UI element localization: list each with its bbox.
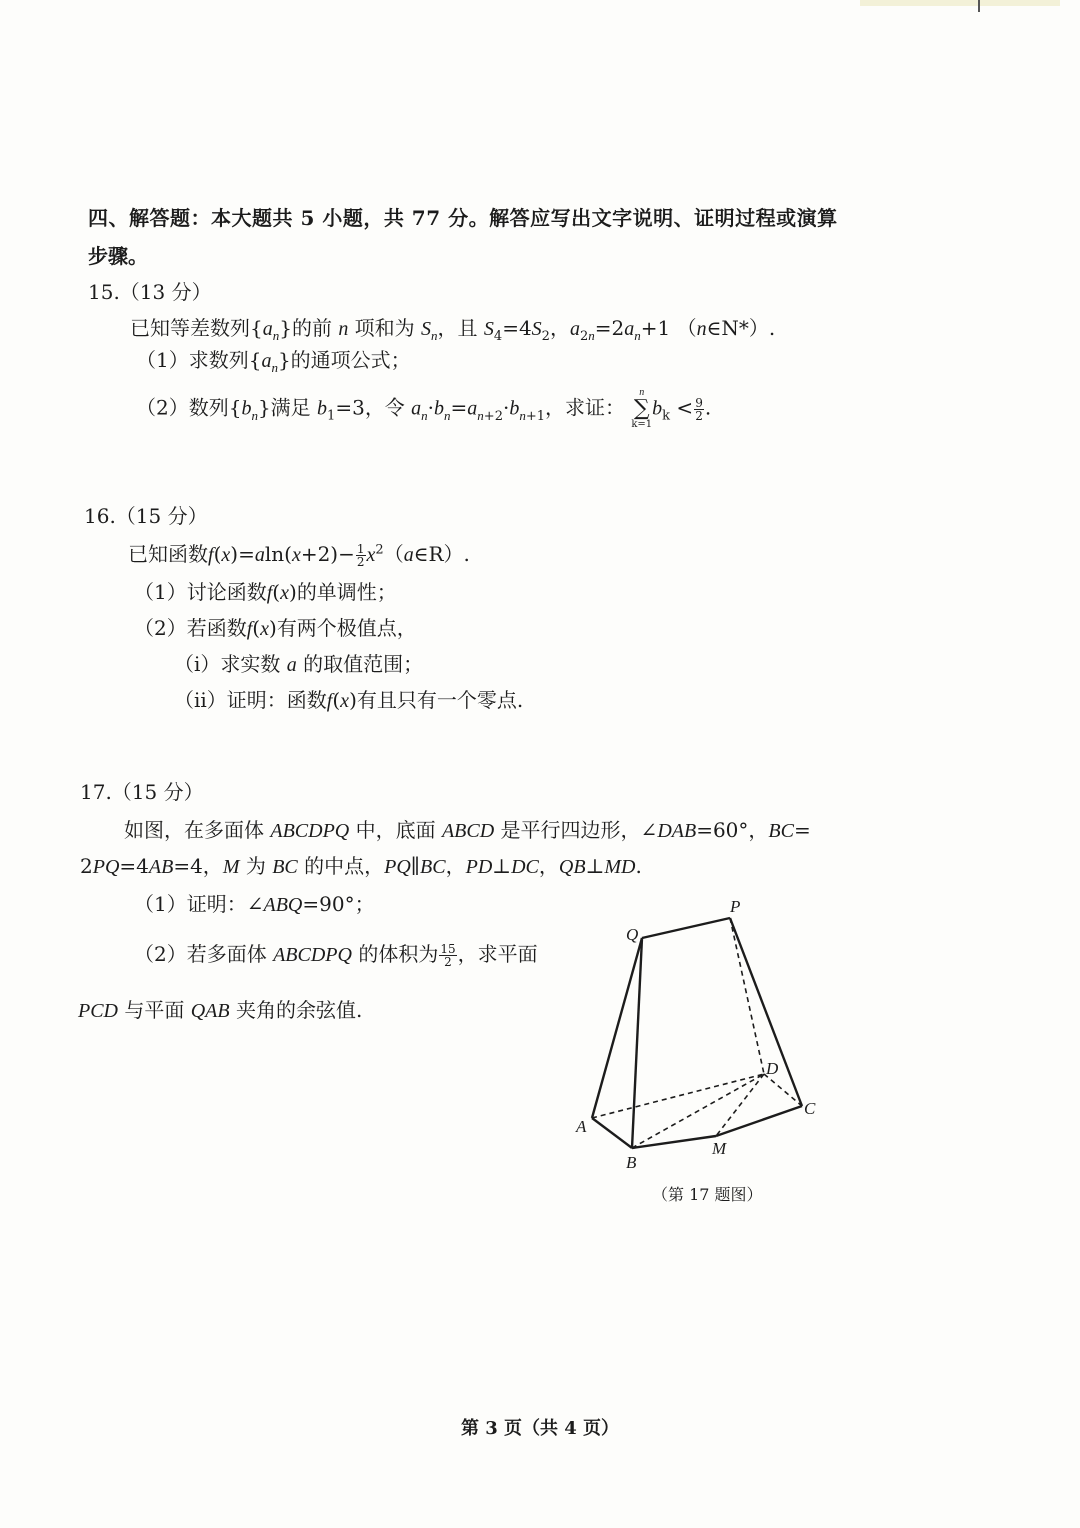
label-D: D xyxy=(766,1059,779,1078)
top-edge-strip xyxy=(860,0,1060,6)
q16-part1: （1）讨论函数f(x)的单调性； xyxy=(134,580,397,604)
edge-AD-hidden xyxy=(592,1074,764,1118)
edge-BD-hidden xyxy=(632,1074,764,1148)
q17-part1: （1）证明：∠ABQ=90°； xyxy=(134,892,375,916)
label-M: M xyxy=(712,1139,727,1158)
q16-header: 16.（15 分） xyxy=(84,504,208,528)
q17-stem-line1: 如图，在多面体 ABCDPQ 中，底面 ABCD 是平行四边形，∠DAB=60°，BC= xyxy=(124,818,811,842)
q15-part2: （2）数列$\{b_n\}$满足 $b_1=3$，令 $a_n\cdot b_n=a_{n+2}\cdot b_{n+1}$，求证： n ∑ k=1 $b_k$ < $\frac{9}{2}$ . xyxy=(136,387,712,430)
q16-stem: 已知函数f(x)=aln(x+2)− $\frac{1}{2}$ $x^2(a\in R)$. xyxy=(128,542,470,569)
label-P: P xyxy=(730,897,741,916)
q17-header: 17.（15 分） xyxy=(80,780,204,804)
edge-BM xyxy=(632,1136,716,1148)
label-C: C xyxy=(804,1099,816,1118)
q16-part2-i: （i）求实数 a 的取值范围； xyxy=(174,652,424,676)
q17-part2-cont: PCD 与平面 QAB 夹角的余弦值. xyxy=(78,998,363,1022)
q16-part2-ii: （ii）证明：函数f(x)有且只有一个零点. xyxy=(174,688,524,712)
summation-symbol: n ∑ k=1 xyxy=(631,387,653,430)
edge-AB xyxy=(592,1118,632,1148)
label-Q: Q xyxy=(626,925,639,944)
polyhedron-figure xyxy=(560,890,840,1180)
q16-fraction: $\frac{1}{2}$ xyxy=(356,542,365,569)
label-A: A xyxy=(576,1117,587,1136)
edge-MC xyxy=(716,1106,802,1136)
q17-fraction: $\frac{15}{2}$ xyxy=(440,942,456,969)
figure-caption: （第 17 题图） xyxy=(652,1185,763,1204)
q15-fraction: $\frac{9}{2}$ xyxy=(695,395,703,423)
q15-part1: （1）求数列$\{a_n\}$的通项公式； xyxy=(136,348,411,375)
label-B: B xyxy=(626,1153,637,1172)
section-title-continued: 步骤。 xyxy=(88,244,148,268)
page-footer: 第 3 页（共 4 页） xyxy=(460,1418,620,1439)
q17-stem-line2: 2PQ=4AB=4，M 为 BC 的中点，PQ∥BC，PD⊥DC，QB⊥MD. xyxy=(80,854,642,878)
q15-header: 15.（13 分） xyxy=(88,280,212,304)
edge-QP xyxy=(642,918,730,938)
q16-part2: （2）若函数f(x)有两个极值点， xyxy=(134,616,417,640)
top-edge-mark xyxy=(978,0,980,12)
q15-stem: 已知等差数列$\{a_n\}$的前 n 项和为 $S_n$，且 $S_4=4S_2$，$a_{2n}=2a_n+1$ （n∈N*）. xyxy=(130,316,776,344)
q17-part2: （2）若多面体 ABCDPQ 的体积为 $\frac{15}{2}$ ，求平面 xyxy=(134,942,538,969)
section-title: 四、解答题：本大题共 5 小题，共 77 分。解答应写出文字说明、证明过程或演算 xyxy=(88,206,838,230)
